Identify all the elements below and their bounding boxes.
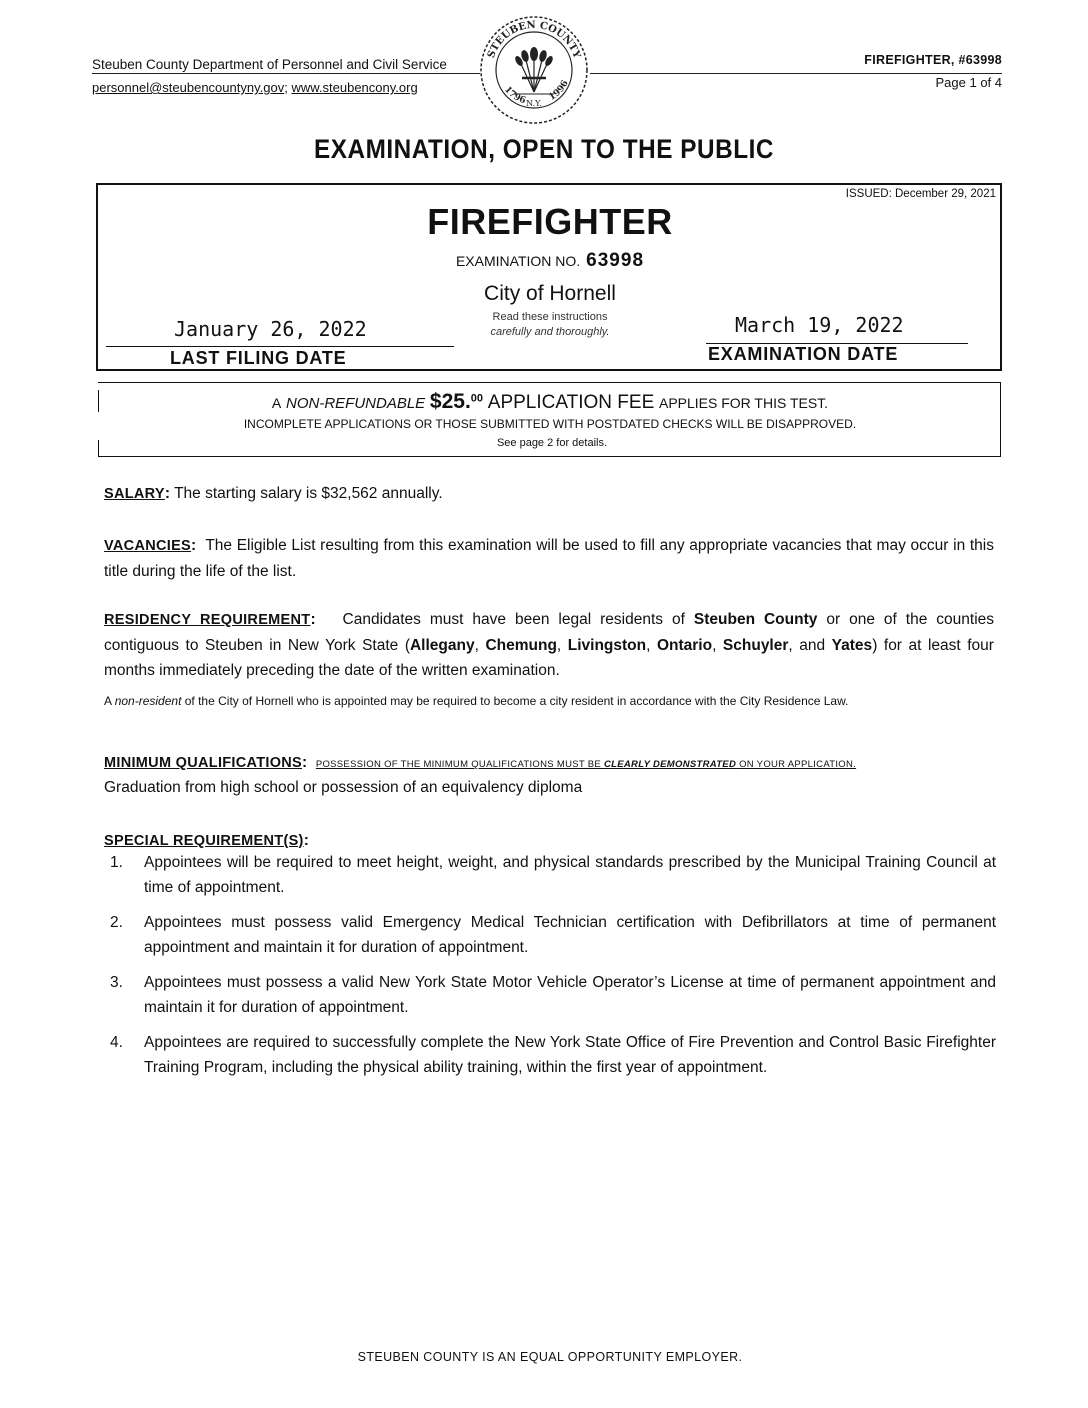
note-text: of the City of Hornell who is appointed may be required to become a city resident in accordance with the City Residence Law. (184, 694, 849, 708)
note-prefix: A (104, 694, 112, 708)
minimum-qualifications-text: Graduation from high school or possession of an equivalency diploma (104, 779, 583, 796)
contact-separator: ; (284, 80, 288, 95)
residency-label: RESIDENCY REQUIREMENT (104, 612, 311, 628)
seal-year-right: 1996 (547, 78, 571, 103)
fee-amount-cents: 00 (470, 392, 484, 405)
header-rule-right (590, 73, 1002, 74)
fee-prefix: A (271, 395, 282, 411)
county-allegany: Allegany (409, 637, 475, 654)
fee-suffix: APPLIES FOR THIS TEST. (658, 395, 829, 411)
job-title: FIREFIGHTER (427, 201, 673, 242)
filing-date-rule (106, 346, 454, 347)
special-requirements-heading: SPECIAL REQUIREMENT(S): (104, 832, 309, 849)
residency-text-3: ) for at least four months immediately preceding the date of the written examination. (104, 637, 994, 679)
seal-top-text: STEUBEN COUNTY (485, 19, 583, 60)
fee-non-refundable: NON-REFUNDABLE (286, 395, 426, 412)
min-qual-note-emphasis: CLEARLY DEMONSTRATED (603, 759, 737, 770)
residency-text-1: Candidates must have been legal residents of (342, 611, 685, 628)
min-qual-label: MINIMUM QUALIFICATIONS (104, 755, 303, 771)
list-item-number: 4. (110, 1034, 123, 1051)
instructions-line-2: carefully and thoroughly. (490, 326, 610, 338)
county-livingston: Livingston (567, 637, 647, 654)
residency-and: and (799, 637, 826, 654)
salary-section: SALARY: The starting salary is $32,562 annually. (104, 485, 443, 502)
list-item-text: Appointees are required to successfully complete the New York State Office of Fire Prevention and Control Basic Firefighter Training Program, including the physical ability training, within the first year of appointment. (144, 1034, 996, 1076)
issued-date: ISSUED: December 29, 2021 (845, 188, 996, 200)
vacancies-text: The Eligible List resulting from this examination will be used to fill any appropriate vacancies that may occur in this title during the life of the list. (104, 537, 994, 580)
jurisdiction: City of Hornell (484, 282, 616, 305)
header-contact (92, 80, 418, 95)
instructions-line-1: Read these instructions (492, 311, 608, 323)
list-item (104, 850, 996, 900)
special-req-label: SPECIAL REQUIREMENT(S) (104, 833, 304, 849)
fee-statement (0, 390, 1088, 414)
salary-text: The starting salary is $32,562 annually. (174, 485, 443, 502)
header-rule-left (92, 73, 480, 74)
minimum-qualifications-heading: MINIMUM QUALIFICATIONS: POSSESSION OF THE MINIMUM QUALIFICATIONS MUST BE CLEARLY DEMONSTRATED ON YOUR APPLICATION. (104, 754, 857, 771)
last-filing-date: January 26, 2022 (174, 317, 367, 341)
county-seal-logo (478, 14, 590, 126)
exam-reference: FIREFIGHTER, #63998 (864, 53, 1002, 67)
residency-text-2: or one of the counties contiguous to Steuben in New York State ( (104, 611, 995, 654)
fee-label: APPLICATION FEE (487, 392, 655, 413)
list-item (104, 970, 996, 1020)
equal-opportunity-footer: STEUBEN COUNTY IS AN EQUAL OPPORTUNITY EMPLOYER. (357, 1350, 743, 1364)
note-non-resident: non-resident (114, 694, 182, 708)
min-qual-note-prefix: POSSESSION OF THE MINIMUM QUALIFICATIONS MUST BE (315, 759, 602, 770)
list-item (104, 910, 996, 960)
residency-county: Steuben County (693, 611, 818, 628)
exam-number: 63998 (586, 250, 645, 271)
special-requirements-list (104, 850, 996, 1090)
min-qual-note-suffix: ON YOUR APPLICATION. (739, 759, 857, 770)
list-item-number: 1. (110, 854, 123, 871)
fee-details-ref: See page 2 for details. (496, 437, 608, 449)
list-item-number: 3. (110, 974, 123, 991)
seal-year-left: 1796 (501, 84, 527, 107)
exam-number-line (0, 250, 1088, 272)
salary-label: SALARY (104, 486, 165, 502)
non-resident-note (104, 694, 848, 708)
department-name: Steuben County Department of Personnel and Civil Service (92, 57, 447, 72)
examination-date-label: EXAMINATION DATE (708, 344, 899, 364)
page-indicator: Page 1 of 4 (935, 75, 1002, 90)
list-item-text: Appointees will be required to meet height, weight, and physical standards prescribed by the Municipal Training Council at time of appointment. (144, 854, 996, 896)
exam-number-label: EXAMINATION NO. (455, 253, 581, 269)
examination-date: March 19, 2022 (735, 313, 904, 337)
page-heading: EXAMINATION, OPEN TO THE PUBLIC (313, 134, 775, 164)
website-link[interactable]: www.steubencony.org (291, 80, 418, 95)
fee-amount: $25. (429, 390, 471, 413)
vacancies-section: VACANCIES: The Eligible List resulting from this examination will be used to fill any appropriate vacancies that may occur in this title during the life of the list. (104, 537, 994, 580)
county-schuyler: Schuyler (722, 637, 789, 654)
fee-warning: INCOMPLETE APPLICATIONS OR THOSE SUBMITTED WITH POSTDATED CHECKS WILL BE DISAPPROVED. (243, 417, 857, 431)
county-chemung: Chemung (485, 637, 557, 654)
list-item-number: 2. (110, 914, 123, 931)
county-yates: Yates (831, 637, 873, 654)
last-filing-date-label: LAST FILING DATE (170, 348, 347, 368)
vacancies-label: VACANCIES (104, 538, 192, 554)
min-qual-note (316, 759, 856, 770)
seal-bottom-text: N.Y. (526, 99, 542, 108)
list-item-text: Appointees must possess a valid New York State Motor Vehicle Operator’s License at time of permanent appointment and maintain it for duration of appointment. (144, 974, 996, 1016)
list-item (104, 1030, 996, 1080)
list-item-text: Appointees must possess valid Emergency Medical Technician certification with Defibrillators at time of permanent appointment and maintain it for duration of appointment. (144, 914, 996, 956)
county-ontario: Ontario (656, 637, 713, 654)
residency-section: RESIDENCY REQUIREMENT: Candidates must have been legal residents of Steuben County or one of the counties contiguous to Steuben in New York State (Allegany, Chemung, Livingston, Ontario, Schuyler, and Yates) for at least four months immediately preceding the date of the written examination. (104, 611, 995, 679)
read-instructions-note (0, 310, 1088, 340)
email-link[interactable]: personnel@steubencountyny.gov (92, 80, 285, 95)
